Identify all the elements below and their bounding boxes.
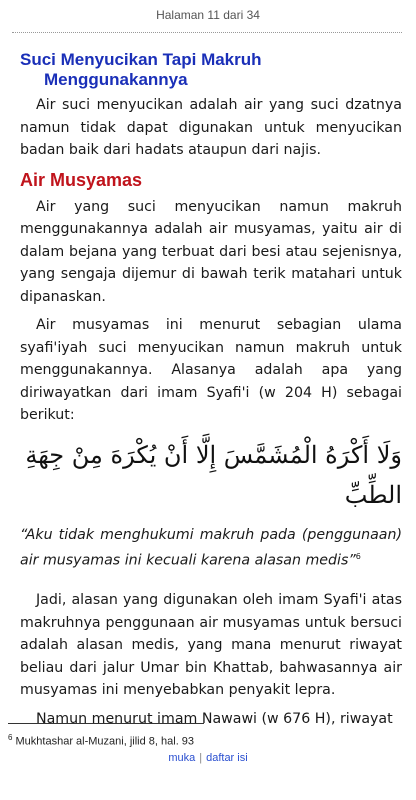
arabic-quote: وَلَا أَكْرَهُ الْمُشَمَّسَ إِلَّا أَنْ يُكْرَهَ مِنْ جِهَةِ الطِّبِّ	[25, 440, 402, 509]
section-title-air-musyamas: Air Musyamas	[20, 169, 143, 190]
paragraph: Air musyamas ini menurut sebagian ulama syafi'iyah suci menyucikan namun makruh untuk menggunakannya. Alasanya adalah apa yang diriwayatkan dari imam Syafi'i (w 204 H) sebagai berikut:	[20, 317, 402, 423]
footnote	[8, 733, 194, 748]
translation-quote	[20, 525, 402, 572]
paragraph: Air suci menyucikan adalah air yang suci dzatnya namun tidak dapat digunakan untuk menyucikan badan baik dari hadats ataupun dari najis.	[20, 97, 402, 158]
document-body	[20, 50, 402, 730]
paragraph: Namun menurut imam Nawawi (w 676 H), riwayat	[36, 710, 393, 727]
paragraph: Jadi, alasan yang digunakan oleh imam Syafi'i atas makruhnya penggunaan air musyamas untuk bersuci adalah alasan medis, yang mana menurut riwayat beliau dari jalur Umar bin Khattab, bahwasannya air musyamas ini menyebabkan penyakit lepra.	[20, 592, 402, 699]
footnote-text: Mukhtashar al-Muzani, jilid 8, hal. 93	[15, 735, 195, 748]
toc-link[interactable]: daftar isi	[206, 752, 248, 764]
section-title-suci-makruh	[20, 50, 402, 90]
footnote-number: 6	[8, 733, 13, 742]
quote-text: “Aku tidak menghukumi makruh pada (penggunaan) air musyamas ini kecuali karena alasan medis”	[20, 526, 402, 569]
nav-separator: |	[199, 752, 203, 764]
paragraph: Air yang suci menyucikan namun makruh menggunakannya adalah air musyamas, yaitu air di dalam bejana yang terbuat dari besi atau sejenisnya, yang sengaja dijemur di bawah terik matahari untuk dipanaskan.	[20, 198, 402, 305]
footnote-divider	[8, 723, 204, 724]
header-divider	[12, 32, 402, 33]
page-nav	[0, 752, 416, 764]
section-title-line2: Menggunakannya	[44, 70, 188, 89]
home-link[interactable]: muka	[168, 752, 196, 764]
section-title-line1: Suci Menyucikan Tapi Makruh	[20, 50, 262, 69]
footnote-ref[interactable]: 6	[355, 551, 361, 561]
page-number: Halaman 11 dari 34	[156, 8, 260, 22]
